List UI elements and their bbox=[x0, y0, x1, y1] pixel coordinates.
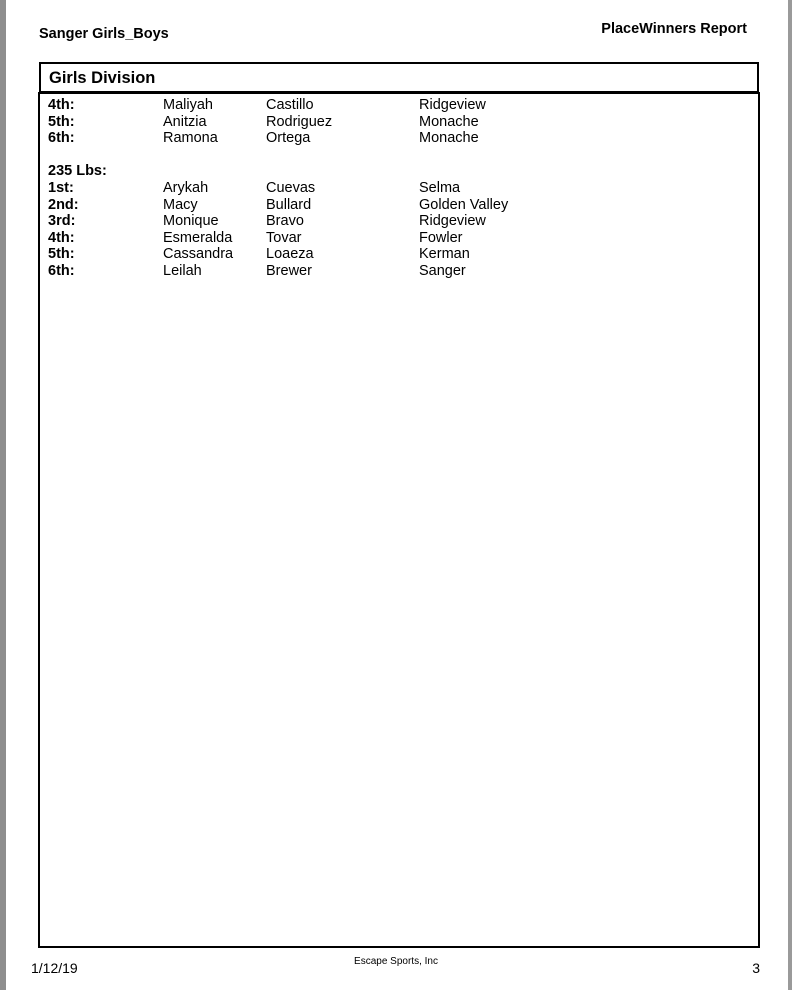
first-name: Cassandra bbox=[163, 246, 234, 263]
team-name: Ridgeview bbox=[419, 97, 486, 113]
place-label: 6th: bbox=[48, 262, 75, 279]
team-name: Sanger bbox=[419, 262, 466, 279]
place-label: 5th: bbox=[48, 113, 75, 130]
last-name: Brewer bbox=[266, 262, 312, 279]
team-name: Monache bbox=[419, 113, 479, 130]
first-name: Macy bbox=[163, 196, 198, 213]
results-panel bbox=[38, 92, 760, 948]
footer-date: 1/12/19 bbox=[31, 960, 78, 976]
place-label: 2nd: bbox=[48, 196, 79, 213]
team-name: Monache bbox=[419, 130, 479, 147]
division-header bbox=[39, 62, 759, 93]
first-name: Esmeralda bbox=[163, 229, 233, 246]
last-name: Rodriguez bbox=[266, 113, 333, 130]
last-name: Tovar bbox=[266, 229, 302, 246]
team-name: Selma bbox=[419, 179, 461, 196]
first-name: Leilah bbox=[163, 262, 202, 279]
viewer-edge-right bbox=[788, 0, 792, 990]
first-name: Monique bbox=[163, 213, 219, 230]
weight-class-label: 235 Lbs: bbox=[48, 163, 107, 180]
place-label: 1st: bbox=[48, 179, 74, 196]
team-name: Ridgeview bbox=[419, 213, 486, 230]
team-name: Kerman bbox=[419, 246, 470, 263]
division-title: Girls Division bbox=[49, 69, 156, 87]
event-title: Sanger Girls_Boys bbox=[39, 26, 169, 42]
first-name: Maliyah bbox=[163, 97, 213, 113]
team-name: Fowler bbox=[419, 229, 463, 246]
team-name: Golden Valley bbox=[419, 196, 509, 213]
last-name: Cuevas bbox=[266, 179, 316, 196]
last-name: Loaeza bbox=[266, 246, 314, 263]
last-name: Bullard bbox=[266, 196, 312, 213]
place-label: 3rd: bbox=[48, 213, 76, 230]
last-name: Castillo bbox=[266, 97, 314, 113]
viewer-edge-left bbox=[0, 0, 6, 990]
first-name: Arykah bbox=[163, 179, 209, 196]
place-label: 4th: bbox=[48, 229, 75, 246]
last-name: Bravo bbox=[266, 213, 304, 230]
place-label: 4th: bbox=[48, 97, 75, 113]
page-number: 3 bbox=[752, 960, 760, 976]
place-label: 5th: bbox=[48, 246, 75, 263]
footer-company: Escape Sports, Inc bbox=[354, 956, 438, 967]
last-name: Ortega bbox=[266, 130, 311, 147]
place-label: 6th: bbox=[48, 130, 75, 147]
report-title: PlaceWinners Report bbox=[601, 21, 747, 37]
first-name: Anitzia bbox=[163, 113, 207, 130]
first-name: Ramona bbox=[163, 130, 218, 147]
